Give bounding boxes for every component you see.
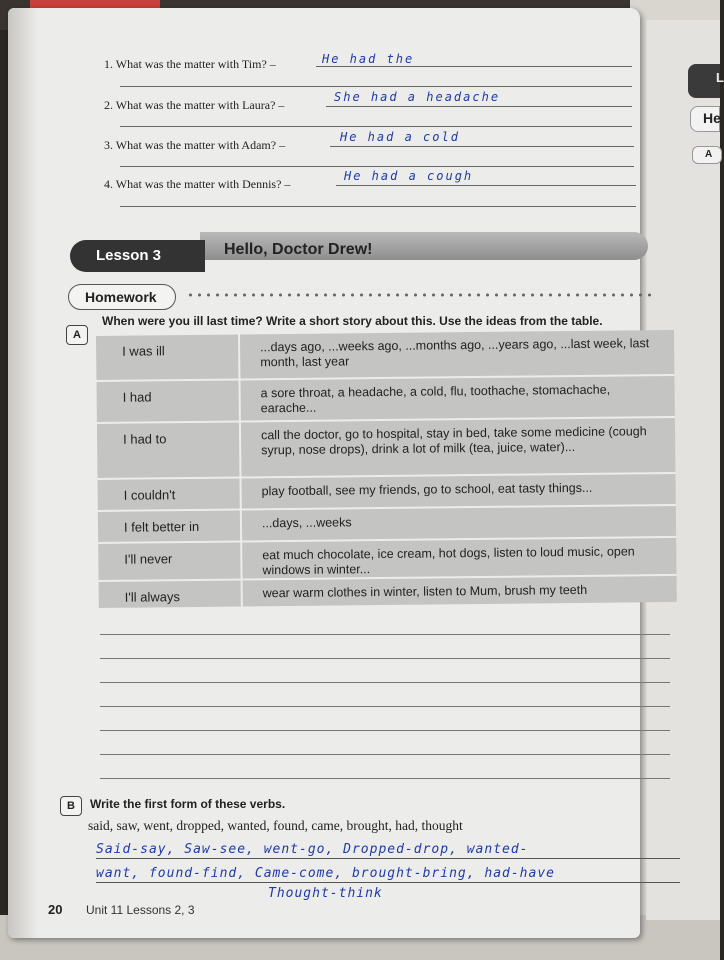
side-tab-he: He [690, 106, 720, 132]
answer-3: He had a cold [340, 130, 460, 144]
answer-2: She had a headache [334, 90, 501, 104]
answer-line [120, 86, 632, 87]
table-row [98, 538, 676, 582]
side-tab-dark: L [688, 64, 720, 98]
writing-line [100, 754, 670, 755]
table-row-key: I had [122, 389, 152, 405]
task-b-verbs: said, saw, went, dropped, wanted, found, came, brought, had, thought [88, 818, 463, 833]
table-row-key: I'll never [124, 551, 173, 567]
answer-4: He had a cough [344, 169, 474, 183]
writing-line [100, 706, 670, 707]
table-row-value: a sore throat, a headache, a cold, flu, toothache, stomachache, earache... [260, 382, 611, 416]
page-spine-shadow [8, 8, 38, 938]
writing-line [100, 658, 670, 659]
lesson-number: Lesson 3 [70, 240, 205, 272]
homework-label: Homework [68, 284, 176, 310]
task-b-instruction: Write the first form of these verbs. [90, 797, 286, 811]
ideas-table [96, 330, 677, 608]
answer-line [316, 66, 632, 67]
answer-line [120, 166, 634, 167]
answer-line [120, 206, 636, 207]
table-row [97, 418, 676, 480]
task-b-answer-line-3: Thought-think [268, 886, 383, 901]
table-row-key: I felt better in [123, 518, 200, 535]
question-3: 3. What was the matter with Adam? – [104, 138, 286, 152]
question-2: 2. What was the matter with Laura? – [104, 98, 285, 112]
table-row [96, 376, 674, 424]
table-row-value: ...days, ...weeks [261, 515, 352, 531]
writing-line [100, 730, 670, 731]
task-b-answer-line-1: Said-say, Saw-see, went-go, Dropped-drop, wanted- [96, 842, 529, 857]
table-row-key: I couldn't [123, 487, 176, 503]
writing-line [100, 682, 670, 683]
homework-dotted-rule [186, 293, 656, 297]
table-row-key: I had to [123, 431, 167, 447]
task-a-instruction: When were you ill last time? Write a short story about this. Use the ideas from the table. [102, 314, 603, 328]
lesson-title: Hello, Doctor Drew! [224, 241, 373, 258]
page-number: 20 [48, 902, 63, 917]
lesson-banner [70, 230, 648, 270]
task-b-answer-line-2: want, found-find, Came-come, brought-bring, had-have [96, 866, 555, 881]
task-b-label: B [60, 796, 82, 816]
task-a-label: A [66, 325, 88, 345]
table-row-value: wear warm clothes in winter, listen to Mum, brush my teeth [262, 582, 588, 601]
answer-line [96, 858, 680, 859]
answer-line [96, 882, 680, 883]
table-row-value: ...days ago, ...weeks ago, ...months ago, ...years ago, ...last week, last month, last year [260, 336, 650, 370]
table-row-value: call the doctor, go to hospital, stay in bed, take some medicine (cough syrup, nose drops), drink a lot of milk (tea, juice, water)... [260, 424, 647, 458]
answer-line [330, 146, 634, 147]
table-row-value: play football, see my friends, go to school, eat tasty things... [261, 480, 593, 499]
table-row-value: eat much chocolate, ice cream, hot dogs, listen to loud music, open windows in winter... [262, 544, 635, 578]
answer-line [120, 126, 632, 127]
answer-1: He had the [322, 52, 415, 66]
unit-footer: Unit 11 Lessons 2, 3 [86, 903, 195, 917]
table-row [96, 330, 674, 382]
table-row-key: I was ill [122, 343, 165, 359]
question-1: 1. What was the matter with Tim? – [104, 57, 276, 71]
question-4: 4. What was the matter with Dennis? – [104, 177, 291, 191]
answer-line [336, 185, 636, 186]
writing-line [100, 634, 670, 635]
answer-line [326, 106, 632, 107]
writing-line [100, 778, 670, 779]
side-tab-a: A [692, 146, 722, 164]
table-row-key: I'll always [124, 589, 181, 605]
